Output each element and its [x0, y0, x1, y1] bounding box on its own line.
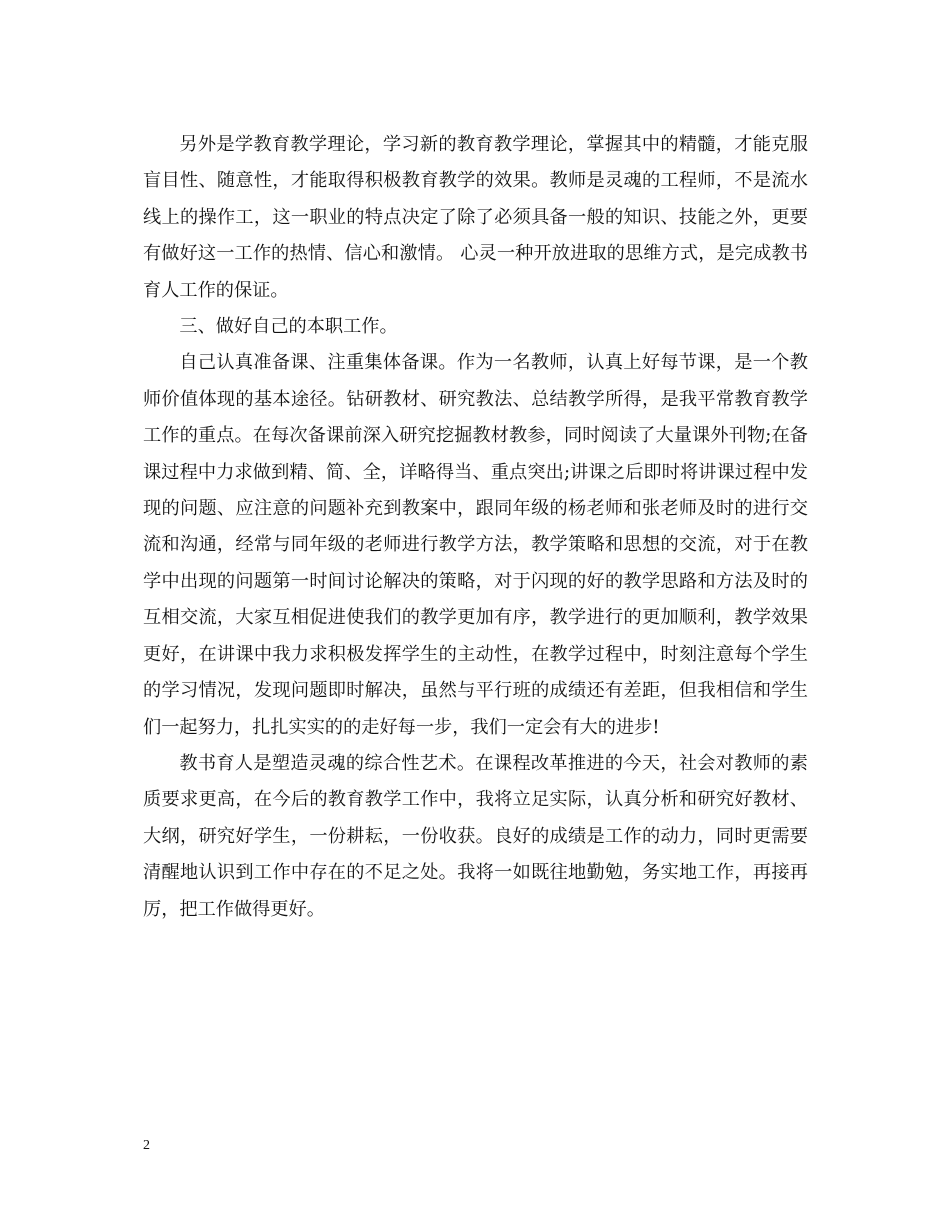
paragraph-conclusion: 教书育人是塑造灵魂的综合性艺术。在课程改革推进的今天，社会对教师的素质要求更高，在今后的教育教学工作中，我将立足实际，认真分析和研究好教材、大纲，研究好学生，一份耕耘，一份收获。良好的成绩是工作的动力，同时更需要清醒地认识到工作中存在的不足之处。我将一如既往地勤勉，务实地工作，再接再厉，把工作做得更好。 [143, 752, 808, 920]
document-body [143, 127, 808, 928]
section-heading-duties: 三、做好自己的本职工作。 [179, 316, 398, 338]
paragraph-lesson-preparation: 自己认真准备课、注重集体备课。作为一名教师，认真上好每节课，是一个教师价值体现的基本途径。钻研教材、研究教法、总结教学所得，是我平常教育教学工作的重点。在每次备课前深入研究挖掘教材教参，同时阅读了大量课外刊物;在备课过程中力求做到精、简、全，详略得当、重点突出;讲课之后即时将讲课过程中发现的问题、应注意的问题补充到教案中，跟同年级的杨老师和张老师及时的进行交流和沟通，经常与同年级的老师进行教学方法，教学策略和思想的交流，对于在教学中出现的问题第一时间讨论解决的策略，对于闪现的好的教学思路和方法及时的互相交流，大家互相促进使我们的教学更加有序，教学进行的更加顺利，教学效果更好，在讲课中我力求积极发挥学生的主动性，在教学过程中，时刻注意每个学生的学习情况，发现问题即时解决，虽然与平行班的成绩还有差距，但我相信和学生们一起努力，扎扎实实的的走好每一步，我们一定会有大的进步! [143, 352, 808, 738]
page-number: 2 [143, 1138, 150, 1153]
paragraph-theory-study: 另外是学教育教学理论，学习新的教育教学理论，掌握其中的精髓，才能克服盲目性、随意性，才能取得积极教育教学的效果。教师是灵魂的工程师，不是流水线上的操作工，这一职业的特点决定了除了必须具备一般的知识、技能之外，更要有做好这一工作的热情、信心和激情。 心灵一种开放进取的思维方式，是完成教书育人工作的保证。 [143, 134, 808, 301]
